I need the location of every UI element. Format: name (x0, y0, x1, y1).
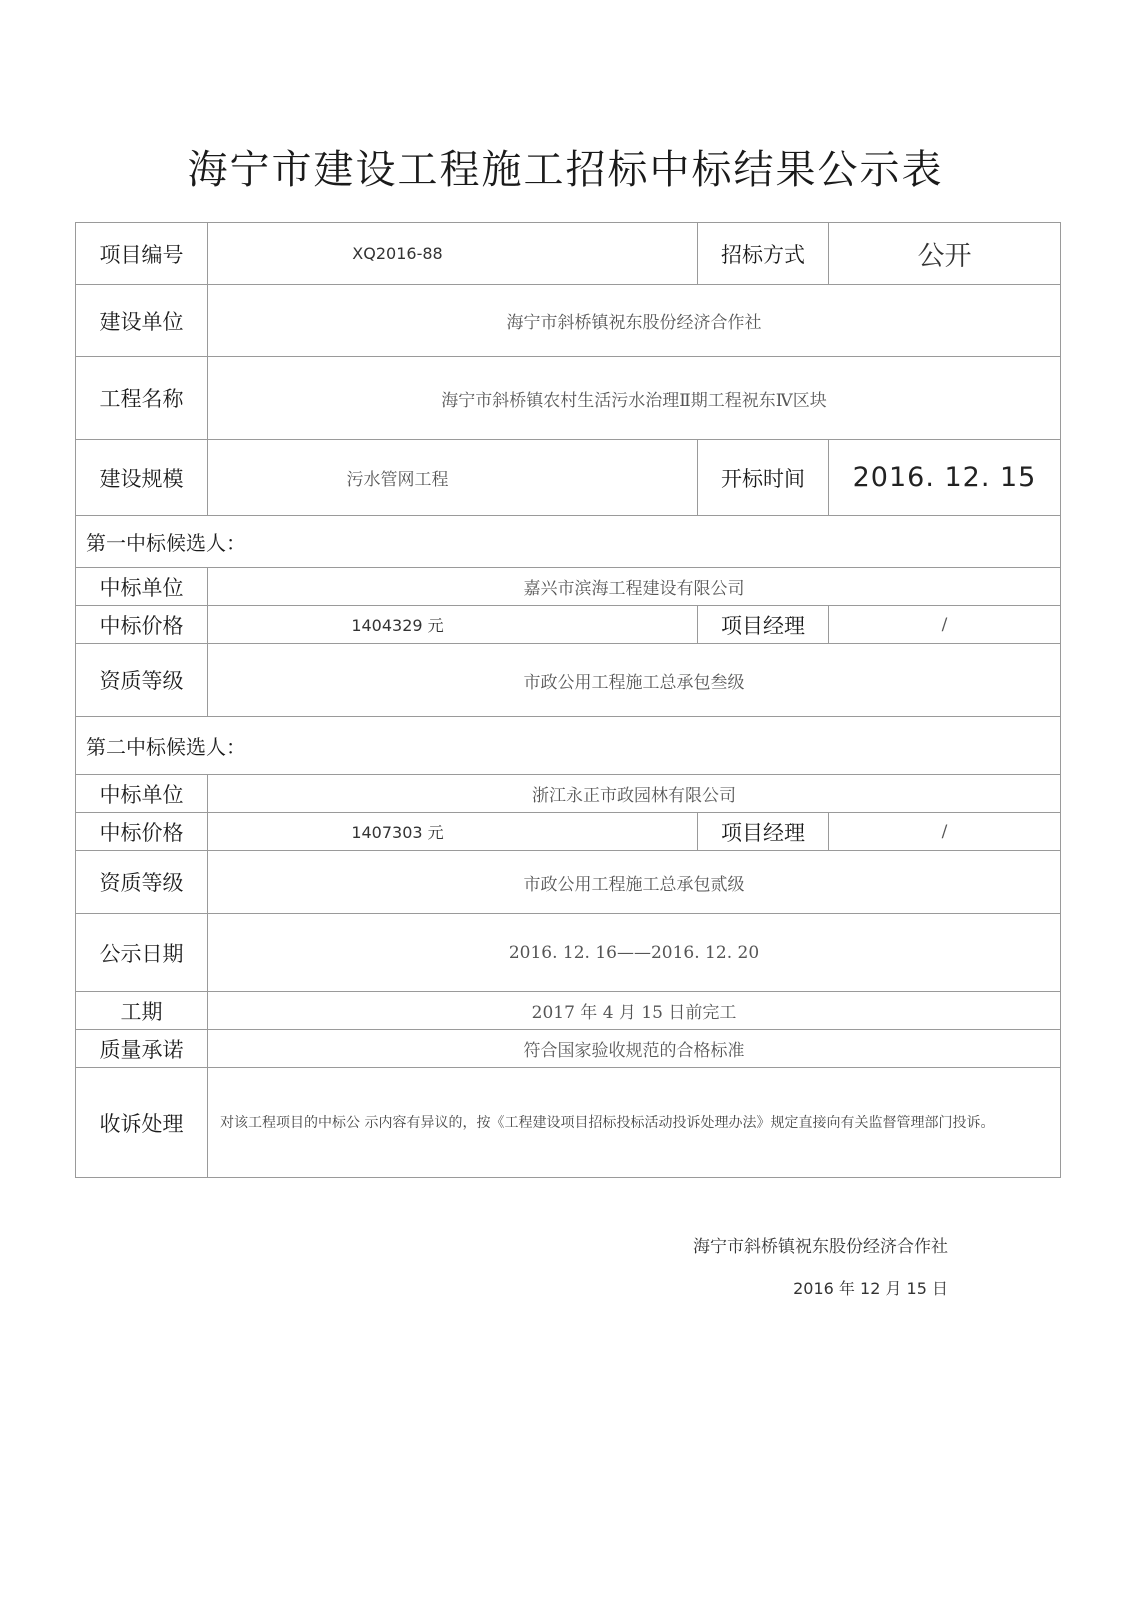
project-number-label: 项目编号 (76, 223, 208, 285)
candidate1-unit-label: 中标单位 (76, 568, 208, 606)
tender-method-label: 招标方式 (698, 223, 829, 285)
row-scale (76, 440, 1061, 516)
publicity-period-value: 2016. 12. 16——2016. 12. 20 (208, 914, 1061, 992)
candidate2-heading: 第二中标候选人： (76, 717, 1061, 775)
footer-organization: 海宁市斜桥镇祝东股份经济合作社 (693, 1237, 948, 1257)
candidate1-manager-label: 项目经理 (698, 606, 829, 644)
row-candidate1-qualification (76, 644, 1061, 717)
duration-label: 工期 (76, 992, 208, 1030)
row-candidate2-qualification (76, 851, 1061, 914)
publicity-period-label: 公示日期 (76, 914, 208, 992)
row-project-name (76, 357, 1061, 440)
owner-label: 建设单位 (76, 285, 208, 357)
page-title: 海宁市建设工程施工招标中标结果公示表 (187, 147, 944, 193)
row-candidate1-price (76, 606, 1061, 644)
candidate2-price-value (208, 813, 698, 851)
row-quality (76, 1030, 1061, 1068)
candidate1-unit-value: 嘉兴市滨海工程建设有限公司 (208, 568, 1061, 606)
scale-value (208, 440, 698, 516)
candidate1-qualification-value: 市政公用工程施工总承包叁级 (208, 644, 1061, 717)
project-name-value: 海宁市斜桥镇农村生活污水治理Ⅱ期工程祝东Ⅳ区块 (208, 357, 1061, 440)
tender-method-value: 公开 (829, 223, 1061, 285)
candidate2-qualification-label: 资质等级 (76, 851, 208, 914)
row-candidate2-heading (76, 717, 1061, 775)
complaint-label: 收诉处理 (76, 1068, 208, 1178)
candidate1-manager-value: / (829, 606, 1061, 644)
open-time-value: 2016. 12. 15 (829, 440, 1061, 516)
footer-date: 2016 年 12 月 15 日 (793, 1279, 948, 1298)
complaint-value: 对该工程项目的中标公 示内容有异议的，按《工程建设项目招标投标活动投诉处理办法》规定直接向有关监督管理部门投诉。 (208, 1068, 1061, 1178)
candidate1-price-value (208, 606, 698, 644)
project-number-value (208, 223, 698, 285)
tender-result-table (75, 222, 1061, 1178)
scale-label: 建设规模 (76, 440, 208, 516)
quality-value: 符合国家验收规范的合格标准 (208, 1030, 1061, 1068)
row-owner (76, 285, 1061, 357)
open-time-label: 开标时间 (698, 440, 829, 516)
candidate1-price-label: 中标价格 (76, 606, 208, 644)
row-complaint (76, 1068, 1061, 1178)
candidate2-manager-value: / (829, 813, 1061, 851)
candidate2-manager-label: 项目经理 (698, 813, 829, 851)
duration-value: 2017 年 4 月 15 日前完工 (208, 992, 1061, 1030)
candidate2-unit-value: 浙江永正市政园林有限公司 (208, 775, 1061, 813)
candidate2-price-label: 中标价格 (76, 813, 208, 851)
row-candidate2-price (76, 813, 1061, 851)
row-candidate2-unit (76, 775, 1061, 813)
candidate2-price-text: 1407303 元 (351, 823, 444, 842)
candidate1-qualification-label: 资质等级 (76, 644, 208, 717)
owner-value: 海宁市斜桥镇祝东股份经济合作社 (208, 285, 1061, 357)
candidate1-heading: 第一中标候选人： (76, 516, 1061, 568)
row-candidate1-unit (76, 568, 1061, 606)
scale-text: 污水管网工程 (346, 470, 449, 490)
candidate2-qualification-value: 市政公用工程施工总承包贰级 (208, 851, 1061, 914)
project-name-label: 工程名称 (76, 357, 208, 440)
row-candidate1-heading (76, 516, 1061, 568)
project-number-text: XQ2016-88 (352, 244, 443, 263)
row-publicity-period (76, 914, 1061, 992)
candidate1-price-text: 1404329 元 (351, 616, 444, 635)
candidate2-unit-label: 中标单位 (76, 775, 208, 813)
row-duration (76, 992, 1061, 1030)
quality-label: 质量承诺 (76, 1030, 208, 1068)
row-project-number (76, 223, 1061, 285)
